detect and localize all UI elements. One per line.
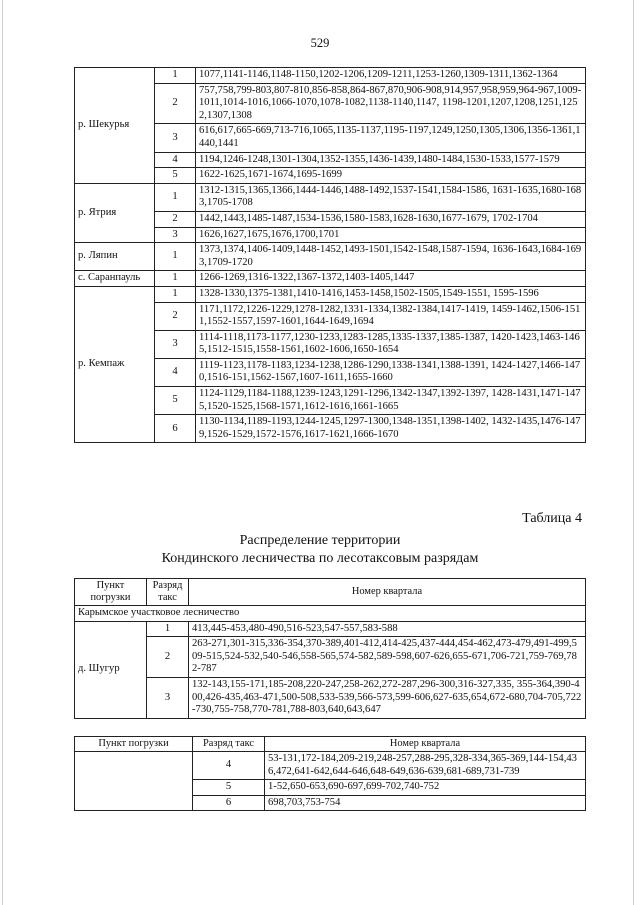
quarters-cell: 1373,1374,1406-1409,1448-1452,1493-1501,1542-1548,1587-1594, 1636-1643,1684-1693,1709-1720 <box>196 243 586 271</box>
grade-cell: 6 <box>193 795 265 811</box>
table-4 <box>74 578 586 719</box>
grade-cell: 1 <box>155 68 196 84</box>
grade-cell: 1 <box>155 183 196 211</box>
quarters-cell: 1130-1134,1189-1193,1244-1245,1297-1300,1348-1351,1398-1402, 1432-1435,1476-1479,1526-1529,1572-1576,1617-1621,1666-1670 <box>196 415 586 443</box>
quarters-cell: 1266-1269,1316-1322,1367-1372,1403-1405,1447 <box>196 271 586 287</box>
table-row <box>75 286 586 302</box>
grade-cell: 2 <box>155 211 196 227</box>
loading-point-cell: р. Шекурья <box>75 68 155 184</box>
table-header-row <box>75 579 586 606</box>
quarters-cell: 1124-1129,1184-1188,1239-1243,1291-1296,1342-1347,1392-1397, 1428-1431,1471-1475,1520-1525,1568-1571,1612-1616,1661-1665 <box>196 387 586 415</box>
grade-cell: 1 <box>155 286 196 302</box>
grade-cell: 4 <box>155 358 196 386</box>
table-row <box>75 183 586 211</box>
header-grade: Разряд такс <box>193 737 265 752</box>
grade-cell: 2 <box>155 83 196 124</box>
loading-point-cell: д. Шугур <box>75 621 147 718</box>
quarters-cell: 1626,1627,1675,1676,1700,1701 <box>196 227 586 243</box>
forestry-name: Карымское участковое лесничество <box>75 606 586 622</box>
grade-cell: 1 <box>147 621 189 637</box>
loading-point-cell: р. Ятрия <box>75 183 155 242</box>
page-number: 529 <box>310 36 330 50</box>
loading-point-cell: с. Саранпауль <box>75 271 155 287</box>
grade-cell: 5 <box>193 780 265 796</box>
quarters-cell: 1442,1443,1485-1487,1534-1536,1580-1583,1628-1630,1677-1679, 1702-1704 <box>196 211 586 227</box>
quarters-cell: 1-52,650-653,690-697,699-702,740-752 <box>265 780 586 796</box>
table-4-label: Таблица 4 <box>522 511 582 526</box>
loading-point-cell-empty <box>75 752 193 811</box>
quarters-cell: 1622-1625,1671-1674,1695-1699 <box>196 168 586 184</box>
grade-cell: 1 <box>155 243 196 271</box>
header-grade: Разряд такс <box>147 579 189 606</box>
loading-point-cell: р. Ляпин <box>75 243 155 271</box>
quarters-cell: 1312-1315,1365,1366,1444-1446,1488-1492,1537-1541,1584-1586, 1631-1635,1680-1683,1705-1708 <box>196 183 586 211</box>
grade-cell: 4 <box>193 752 265 780</box>
quarters-cell: 1171,1172,1226-1229,1278-1282,1331-1334,1382-1384,1417-1419, 1459-1462,1506-1511,1552-1557,1597-1601,1644-1649,1694 <box>196 302 586 330</box>
grade-cell: 1 <box>155 271 196 287</box>
grade-cell: 2 <box>155 302 196 330</box>
header-quarters: Номер квартала <box>265 737 586 752</box>
table-row <box>75 68 586 84</box>
table-4-title-line-1: Распределение территории <box>239 533 401 548</box>
quarters-cell: 1077,1141-1146,1148-1150,1202-1206,1209-1211,1253-1260,1309-1311,1362-1364 <box>196 68 586 84</box>
quarters-cell: 1114-1118,1173-1177,1230-1233,1283-1285,1335-1337,1385-1387, 1420-1423,1463-1465,1512-1515,1558-1561,1602-1606,1650-1654 <box>196 330 586 358</box>
grade-cell: 3 <box>155 330 196 358</box>
grade-cell: 6 <box>155 415 196 443</box>
header-loading-point: Пункт погрузки <box>75 737 193 752</box>
table-row <box>75 752 586 780</box>
grade-cell: 3 <box>147 677 189 718</box>
grade-cell: 2 <box>147 637 189 678</box>
quarters-cell: 1194,1246-1248,1301-1304,1352-1355,1436-1439,1480-1484,1530-1533,1577-1579 <box>196 152 586 168</box>
table-row <box>75 243 586 271</box>
quarters-cell: 698,703,753-754 <box>265 795 586 811</box>
table-row <box>75 271 586 287</box>
header-loading-point: Пункт погрузки <box>75 579 147 606</box>
grade-cell: 3 <box>155 227 196 243</box>
quarters-cell: 53-131,172-184,209-219,248-257,288-295,328-334,365-369,144-154,436,472,641-642,644-646,648-649,636-639,681-689,731-739 <box>265 752 586 780</box>
quarters-cell: 616,617,665-669,713-716,1065,1135-1137,1195-1197,1249,1250,1305,1306,1356-1361,1440,1441 <box>196 124 586 152</box>
loading-point-cell: р. Кемпаж <box>75 286 155 443</box>
quarters-cell: 263-271,301-315,336-354,370-389,401-412,414-425,437-444,454-462,473-479,491-499,509-515,524-532,540-546,558-565,574-582,589-598,607-626,655-671,706-721,759-769,782-787 <box>189 637 586 678</box>
grade-cell: 5 <box>155 387 196 415</box>
table-row <box>75 677 586 718</box>
page-edge-left <box>2 0 3 905</box>
grade-cell: 5 <box>155 168 196 184</box>
table-4-continuation <box>74 736 586 811</box>
table-3-continuation <box>74 67 586 443</box>
table-row <box>75 621 586 637</box>
table-row <box>75 637 586 678</box>
table-header-row <box>75 737 586 752</box>
quarters-cell: 1328-1330,1375-1381,1410-1416,1453-1458,1502-1505,1549-1551, 1595-1596 <box>196 286 586 302</box>
quarters-cell: 413,445-453,480-490,516-523,547-557,583-588 <box>189 621 586 637</box>
quarters-cell: 1119-1123,1178-1183,1234-1238,1286-1290,1338-1341,1388-1391, 1424-1427,1466-1470,1516-151,1562-1567,1607-1611,1655-1660 <box>196 358 586 386</box>
grade-cell: 3 <box>155 124 196 152</box>
grade-cell: 4 <box>155 152 196 168</box>
table-row <box>75 606 586 622</box>
quarters-cell: 132-143,155-171,185-208,220-247,258-262,272-287,296-300,316-327,335, 355-364,390-400,426-435,463-471,500-508,533-539,566-573,599-606,627-635,654,672-680,704-705,722-730,755-758,770-781,788-803,640,643,647 <box>189 677 586 718</box>
page-edge-right <box>633 0 634 905</box>
table-4-title-line-2: Кондинского лесничества по лесотаксовым разрядам <box>161 551 479 566</box>
header-quarters: Номер квартала <box>189 579 586 606</box>
quarters-cell: 757,758,799-803,807-810,856-858,864-867,870,906-908,914,957,958,959,964-967,1009-1011,1014-1016,1066-1070,1078-1082,1138-1140,1147, 1198-1201,1207,1208,1251,1252,1307,1308 <box>196 83 586 124</box>
